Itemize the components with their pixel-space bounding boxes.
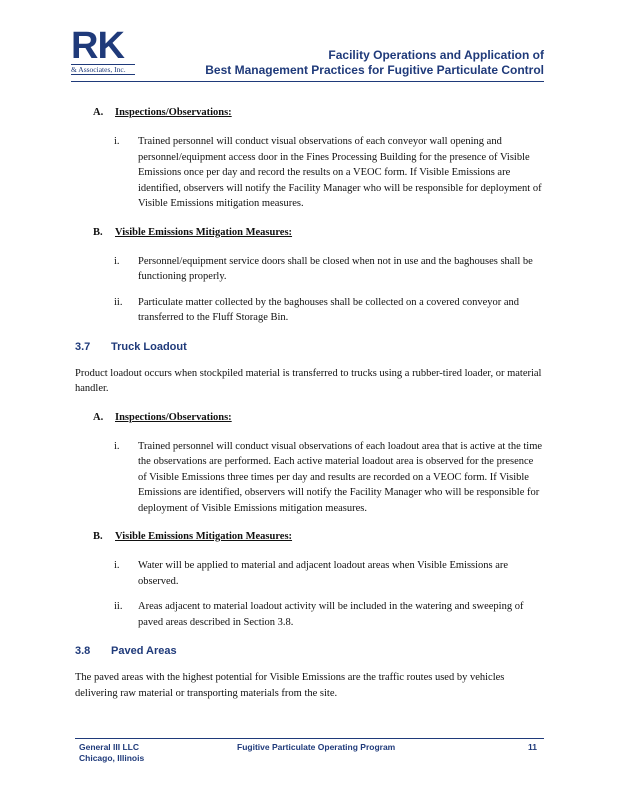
footer-program: Fugitive Particulate Operating Program xyxy=(237,742,396,752)
subheading-a xyxy=(93,106,543,120)
list-item xyxy=(114,134,543,212)
list-item xyxy=(114,295,543,326)
title-line-2: Best Management Practices for Fugitive Particulate Control xyxy=(205,63,544,77)
section-paragraph: The paved areas with the highest potential for Visible Emissions are the traffic routes used by vehicles delivering raw material or transporting materials from the site. xyxy=(75,672,505,699)
subheading-a xyxy=(93,411,543,425)
list-item-text: Personnel/equipment service doors shall be closed when not in use and the baghouses shall be functioning properly. xyxy=(138,255,533,282)
section-heading-3-8 xyxy=(75,644,543,658)
list-item xyxy=(114,439,543,517)
subheading-b xyxy=(93,530,543,544)
document-title xyxy=(205,48,544,78)
footer-company-location: Chicago, Illinois xyxy=(79,753,145,763)
list-item-number: i. xyxy=(114,440,120,452)
list-item xyxy=(114,599,543,630)
list-item-text: Water will be applied to material and adjacent loadout areas when Visible Emissions are observed. xyxy=(138,560,509,587)
list-item-text: Trained personnel will conduct visual observations of each loadout area that is active at the time the observations are performed. Each active material loadout area is observed for the presence of Visible Emissions three times per day and results are recorded on a VEOC form. If Visible Emissions are identified, observers will notify the Facility Manager who will be responsible for deployment of Visible Emissions mitigation measures. xyxy=(138,440,543,514)
subheading-text: Inspections/Observations: xyxy=(115,411,232,423)
list-item xyxy=(114,558,543,589)
section-heading-3-7 xyxy=(75,340,543,354)
list-item xyxy=(114,254,543,285)
title-line-1: Facility Operations and Application of xyxy=(328,48,544,62)
subheading-letter: A. xyxy=(93,107,104,118)
list-item-number: i. xyxy=(114,560,120,571)
subheading-letter: B. xyxy=(93,531,103,542)
page-body xyxy=(75,106,543,715)
header-divider xyxy=(71,81,544,82)
subheading-text: Visible Emissions Mitigation Measures: xyxy=(115,226,293,238)
subheading-letter: A. xyxy=(93,411,104,423)
list-item-number: ii. xyxy=(114,601,123,612)
section-title: Truck Loadout xyxy=(111,340,187,353)
page-number: 11 xyxy=(528,742,537,752)
company-logo xyxy=(71,25,135,75)
subheading-text: Inspections/Observations: xyxy=(115,107,232,118)
list-item-text: Trained personnel will conduct visual observations of each conveyor wall opening and personnel/equipment access door in the Fines Processing Building for the presence of Visible Emissions once per day and record the results on a VEOC form. If Visible Emissions are identified, observers will notify the Facility Manager who will be responsible for deployment of Visible Emissions mitigation measures. xyxy=(138,136,542,209)
footer-divider xyxy=(75,738,544,739)
list-item-text: Particulate matter collected by the baghouses shall be collected on a covered conveyor and transferred to the Fluff Storage Bin. xyxy=(138,296,520,323)
subheading-b xyxy=(93,226,543,240)
section-number: 3.8 xyxy=(75,645,91,657)
list-item-text: Areas adjacent to material loadout activity will be included in the watering and sweeping of paved areas described in Section 3.8. xyxy=(138,601,524,628)
list-item-number: ii. xyxy=(114,296,123,308)
section-number: 3.7 xyxy=(75,340,91,353)
section-title: Paved Areas xyxy=(111,645,177,657)
list-item-number: i. xyxy=(114,255,120,267)
footer-company xyxy=(79,742,144,764)
subheading-text: Visible Emissions Mitigation Measures: xyxy=(115,531,293,542)
logo-subtitle: & Associates, Inc. xyxy=(71,64,135,75)
logo-mark: RK xyxy=(71,25,124,67)
footer-company-name: General III LLC xyxy=(79,742,139,752)
section-paragraph: Product loadout occurs when stockpiled material is transferred to trucks using a rubber-tired loader, or material handler. xyxy=(75,367,542,394)
subheading-letter: B. xyxy=(93,226,103,238)
list-item-number: i. xyxy=(114,136,120,147)
